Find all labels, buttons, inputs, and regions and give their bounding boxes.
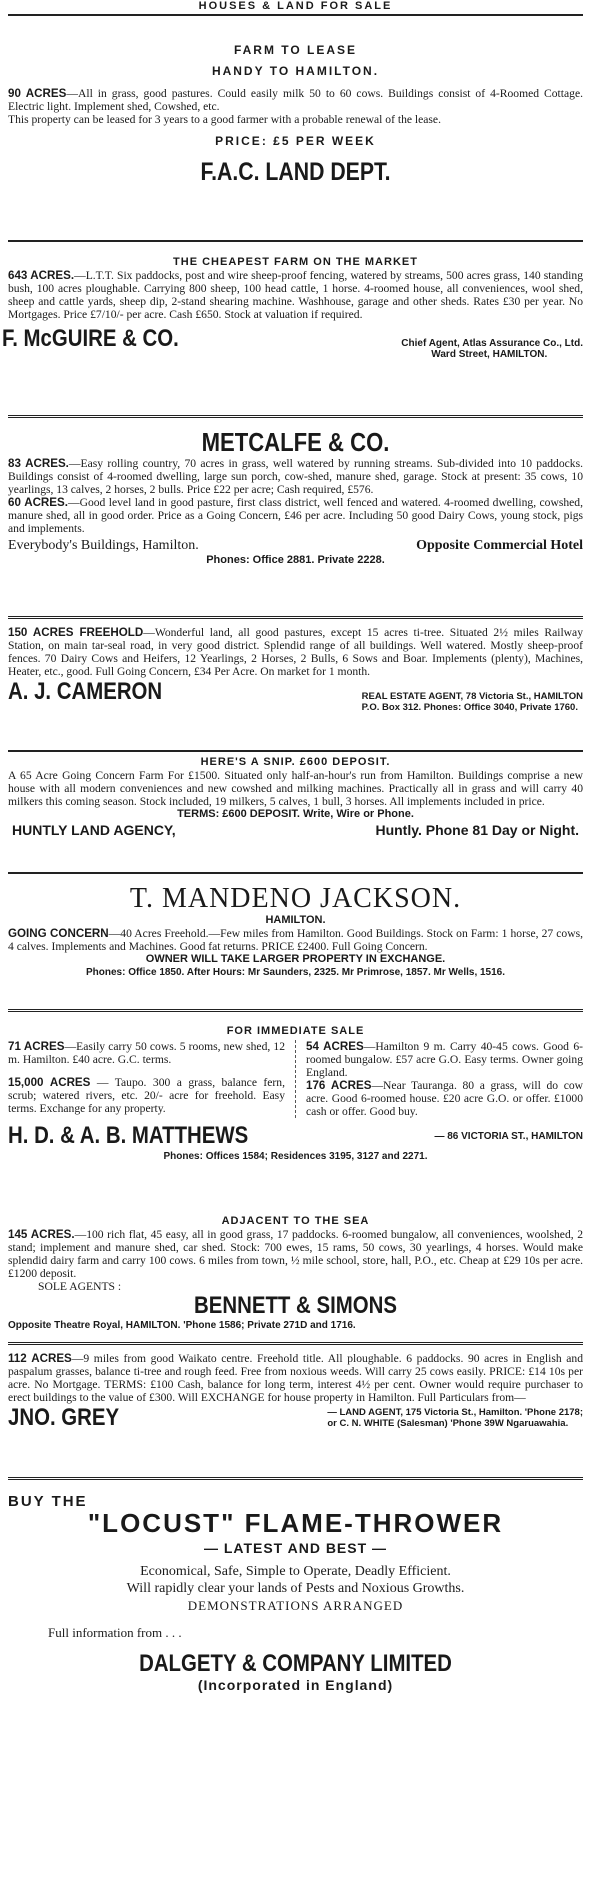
ad-lead: 643 ACRES. [8, 269, 75, 282]
ad-title: FARM TO LEASE [233, 43, 358, 57]
ad-bennett-simons [8, 1215, 583, 1339]
ad-lead: 112 ACRES [8, 1352, 72, 1365]
divider [8, 872, 583, 874]
ad-lead: 83 ACRES. [8, 457, 69, 470]
ad-text: —9 miles from good Waikato centre. Freehold title. All ploughable. 6 paddocks. 90 acres in English and paspalum grasses, balance ti-tree and rough feed. Free from noxious weeds. Will carry 25 cows easily. PRICE: £14 10s per acre. No Mortgage. TERMS: £100 Cash, balance for long term, interest 4½ per cent. Owner would require purchaser to erect buildings to the value of £300. Will EXCHANGE for house property in Hamilton. Full Particulars from— [8, 1352, 583, 1404]
ad-body [8, 269, 583, 321]
ad-text: —Easily carry 50 cows. 5 rooms, new shed, 12 m. Hamilton. £40 acre. G.C. terms. [8, 1040, 285, 1066]
ad-text: — Taupo. 300 a grass, balance fern, scrub; watered rivers, etc. 20/- acre for freehold. Easy terms. Exchange for any property. [8, 1076, 285, 1115]
ad-lead: 54 ACRES [306, 1040, 364, 1053]
divider [8, 1342, 583, 1345]
ad-lead: 15,000 ACRES [8, 1076, 91, 1089]
ad-title: THE CHEAPEST FARM ON THE MARKET [173, 256, 418, 268]
ad-agent: F.A.C. LAND DEPT. [200, 158, 391, 186]
address-right: Opposite Commercial Hotel [416, 538, 583, 553]
ad-lead: 145 ACRES. [8, 1228, 75, 1241]
ad-lead: 150 ACRES FREEHOLD [8, 626, 144, 639]
ad-column-left [8, 1040, 285, 1118]
ad-city: HAMILTON. [265, 914, 326, 926]
ad-lead: 176 ACRES [306, 1079, 372, 1092]
ad-price: PRICE: £5 PER WEEK [215, 134, 376, 148]
ad-agent-row [8, 1404, 583, 1432]
ad-exchange: OWNER WILL TAKE LARGER PROPERTY IN EXCHANGE. [145, 953, 446, 965]
divider [8, 240, 583, 242]
ad-agent: A. J. CAMERON [8, 678, 163, 705]
divider [8, 1009, 583, 1012]
divider [8, 14, 583, 16]
ad-metcalfe [8, 421, 583, 613]
ad-terms: TERMS: £600 DEPOSIT. Write, Wire or Phone. [177, 808, 414, 820]
ad-lead: 71 ACRES [8, 1040, 65, 1053]
ad-body [8, 626, 583, 678]
ad-body [8, 87, 583, 113]
ad-huntly [8, 754, 583, 870]
ad-agent: BENNETT & SIMONS [194, 1292, 397, 1319]
ad-lead: 60 ACRES. [8, 496, 68, 509]
ad-incorporated: (Incorporated in England) [197, 1677, 394, 1693]
ad-cheapest-farm [2, 244, 583, 412]
ad-body [8, 927, 583, 953]
ad-text: —Near Tauranga. 80 a grass, will do cow acre. Good 6-roomed house. £20 acre G.O. or offer. £1000 cash or offer. Good buy. [306, 1079, 584, 1118]
divider [8, 750, 583, 752]
ad-agent: DALGETY & COMPANY LIMITED [139, 1650, 452, 1677]
ad-lead: GOING CONCERN [8, 927, 109, 940]
ad-agent: HUNTLY LAND AGENCY, [12, 822, 176, 838]
ad-cameron [8, 622, 583, 748]
ad-agent-address: — 86 VICTORIA ST., HAMILTON [434, 1130, 583, 1142]
ad-body [8, 1352, 583, 1404]
ad-agent: METCALFE & CO. [201, 427, 390, 457]
ad-agent: T. MANDENO JACKSON. [129, 883, 462, 914]
ad-body-2: This property can be leased for 3 years to a good farmer with a probable renewal of the lease. [8, 113, 441, 126]
divider [8, 616, 583, 619]
ad-agent: F. McGUIRE & CO. [2, 325, 179, 352]
ad-product: "LOCUST" FLAME-THROWER [87, 1508, 504, 1538]
ad-address-row [8, 537, 583, 554]
ad-agent-note [327, 1407, 583, 1429]
ad-text: —Good level land in good pasture, first class district, well fenced and watered. 4-roomed dwelling, cowshed, manure shed, all in good order. Price as a Going Concern, £46 per acre. Including 50 good Dairy Cows, young stock, pigs and implements. [8, 496, 583, 535]
ad-subtitle: HANDY TO HAMILTON. [211, 64, 380, 78]
address-left: Everybody's Buildings, Hamilton. [8, 538, 199, 553]
ad-lead: 90 ACRES [8, 87, 67, 100]
ad-agent-phone: Huntly. Phone 81 Day or Night. [375, 822, 579, 838]
ad-text: —Hamilton 9 m. Carry 40-45 cows. Good 6-roomed bungalow. £57 acre G.O. Easy terms. Owner going England. [306, 1040, 583, 1079]
agent-note-line: — LAND AGENT, 175 Victoria St., Hamilton. 'Phone 2178; [327, 1407, 583, 1418]
ad-text: —40 Acres Freehold.—Few miles from Hamilton. Good Buildings. Stock on Farm: 1 horse, 27 cows, 4 calves. Implements and Machines. Good fat returns. PRICE £2400. Full Going Concern. [8, 927, 583, 953]
ad-line: Economical, Safe, Simple to Operate, Deadly Efficient. [140, 1564, 451, 1579]
listing [8, 1076, 285, 1115]
ad-phones: Phones: Offices 1584; Residences 3195, 3127 and 2271. [163, 1151, 428, 1162]
ad-phones: Phones: Office 2881. Private 2228. [206, 554, 385, 566]
ad-body [8, 1228, 583, 1280]
ad-column-right [306, 1040, 583, 1118]
agent-note-line: REAL ESTATE AGENT, 78 Victoria St., HAMILTON [361, 691, 583, 702]
ad-flame-thrower [8, 1483, 583, 1692]
ad-line: Full information from . . . [48, 1625, 182, 1640]
ad-agent: H. D. & A. B. MATTHEWS [8, 1122, 249, 1149]
ad-agent-note [401, 338, 583, 360]
ad-body: A 65 Acre Going Concern Farm For £1500. Situated only half-an-hour's run from Hamilton. Buildings comprise a new house with all modern conveniences and new cowshed and milking machines. Practically all in grass and will carry 40 milkers this coming season. Stock included, 19 milkers, 5 calves, 1 bull, 3 horses. All implements included in price. [8, 769, 583, 808]
section-header: HOUSES & LAND FOR SALE [198, 0, 393, 12]
divider [8, 415, 583, 418]
ad-text: —Easy rolling country, 70 acres in grass, well watered by running streams. Sub-divided into 10 paddocks. Buildings consist of 4-roomed dwelling, large sun porch, cow-shed, manure shed, garage. Stock at present: 35 cows, 10 yearlings, 13 calves, 2 horses, 2 bulls. Price £22 per acre; Cash required, £576. [8, 457, 583, 496]
ad-agent-row [8, 821, 583, 839]
ad-text: —All in grass, good pastures. Could easily milk 50 to 60 cows. Buildings consist of 4-Roomed Cottage. Electric light. Implement shed, Cowshed, etc. [8, 87, 583, 113]
listing [8, 1040, 285, 1066]
column-divider [295, 1040, 296, 1118]
ad-agent-row [2, 325, 583, 360]
ad-title: FOR IMMEDIATE SALE [226, 1025, 365, 1037]
agent-note-line: Chief Agent, Atlas Assurance Co., Ltd. [401, 338, 583, 349]
ad-body [8, 457, 583, 496]
ad-buy: BUY THE [8, 1493, 88, 1510]
ad-phones: Phones: Office 1850. After Hours: Mr Saunders, 2325. Mr Primrose, 1857. Mr Wells, 1516. [85, 967, 506, 978]
agent-note-line: P.O. Box 312. Phones: Office 3040, Private 1760. [361, 702, 578, 713]
ad-text: —100 rich flat, 45 easy, all in good grass, 17 paddocks. 6-roomed bungalow, all conveniences, woolshed, 2 stand; implement and manure shed, car shed. Stock: 700 ewes, 15 rams, 50 cows, 30 yearlings, 4 horses. Would make splendid dairy farm and carry 100 cows. 6 miles from town, ½ mile school, store, hall, P.O., etc. Cheap at £29 10s per acre. £1200 deposit. [8, 1228, 583, 1280]
listing [306, 1040, 583, 1079]
ad-title: ADJACENT TO THE SEA [221, 1215, 370, 1227]
ad-line: DEMONSTRATIONS ARRANGED [187, 1598, 404, 1613]
ad-sole-agents: SOLE AGENTS : [38, 1280, 122, 1293]
ad-agent-row [8, 678, 583, 713]
ad-jno-grey [8, 1348, 583, 1474]
ad-mandeno-jackson [8, 876, 583, 1006]
ad-farm-to-lease [8, 18, 583, 238]
ad-line: Will rapidly clear your lands of Pests and Noxious Growths. [126, 1581, 465, 1596]
ad-text: —Wonderful land, all good pastures, except 15 acres ti-tree. Situated 2½ miles Railway Station, on main tar-seal road, in very good district. Splendid range of all buildings. Well watered. Mostly sheep-proof fences. 70 Dairy Cows and Heifers, 12 Yearlings, 2 Horses, 2 Bulls, 6 Sows and Boar. Implements (plenty), Machines, Heater, etc., good. Full Going Concern, £34 Per Acre. On market for 1 month. [8, 626, 583, 678]
agent-note-line: or C. N. WHITE (Salesman) 'Phone 39W Ngaruawahia. [327, 1418, 569, 1429]
ad-agent: JNO. GREY [8, 1404, 120, 1431]
ad-subtitle: — LATEST AND BEST — [203, 1540, 388, 1556]
ad-body-2 [8, 496, 583, 535]
ad-title: HERE'S A SNIP. £600 DEPOSIT. [200, 756, 391, 768]
ad-matthews [8, 1015, 583, 1215]
agent-note-line: Ward Street, HAMILTON. [431, 349, 548, 360]
divider [8, 1477, 583, 1480]
listing [306, 1079, 583, 1118]
ad-agent-row [8, 1122, 583, 1150]
ad-text: —L.T.T. Six paddocks, post and wire sheep-proof fencing, watered by streams, 500 acres grass, 140 standing bush, 100 acres ploughable. Carrying 800 sheep, 100 head cattle, 1 horse. 4-roomed house, all conveniences, wool shed, sheep and cattle yards, sheep dip, 2-stand shearing machine. Washhouse, garage and other sheds. Rates £30 per year. No Mortgages. Price £7/10/- per acre. Cash £650. Stock at valuation if required. [8, 269, 583, 321]
ad-columns [8, 1040, 583, 1118]
ad-agent-note [362, 691, 583, 713]
ad-phones: Opposite Theatre Royal, HAMILTON. 'Phone 1586; Private 271D and 1716. [8, 1320, 356, 1331]
